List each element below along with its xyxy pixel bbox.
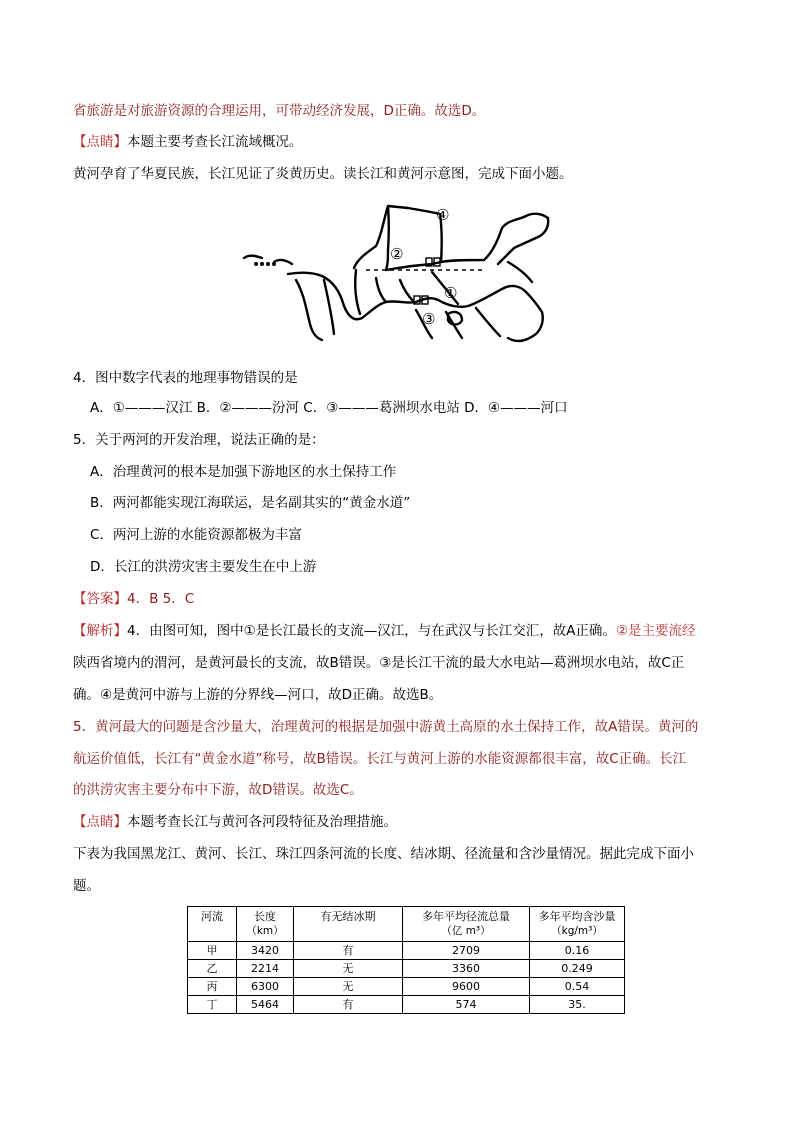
analysis-line-1: [73, 622, 696, 640]
table-intro-1: 下表为我国黑龙江、黄河、长江、珠江四条河流的长度、结冰期、径流量和含沙量情况。据此完成下面小: [73, 846, 694, 862]
cell: 丙: [188, 978, 237, 996]
header-ice: 有无结冰期: [294, 907, 403, 942]
cell: 6300: [237, 978, 294, 996]
point-note-2: [73, 813, 397, 831]
header-sediment: 多年平均含沙量 （kg/m³）: [530, 907, 625, 942]
intro-text: 黄河孕育了华夏民族，长江见证了炎黄历史。读长江和黄河示意图，完成下面小题。: [73, 166, 573, 182]
river-table: [187, 906, 625, 1014]
table-row: [188, 942, 625, 960]
table-row: [188, 960, 625, 978]
question-4-options: A．①———汉江 B．②———汾河 C．③———葛洲坝水电站 D．④———河口: [90, 400, 568, 416]
point-tag-2: 【点睛】: [73, 814, 127, 830]
map-label-1: ①: [444, 284, 458, 302]
cell: 丁: [188, 996, 237, 1014]
question-5-option-b: B．两河都能实现江海联运，是名副其实的“黄金水道”: [90, 495, 411, 511]
answer-line: [73, 590, 194, 608]
yellow-river-path: [354, 206, 548, 268]
analysis-tag: 【解析】: [73, 623, 127, 639]
cell: 0.249: [530, 960, 625, 978]
analysis-line-5: 航运价值低，长江有“黄金水道”称号，故B错误。长江与黄河上游的水能资源都很丰富，故C正确。长江: [73, 751, 687, 767]
question-5-option-a: A．治理黄河的根本是加强下游地区的水土保持工作: [90, 464, 397, 480]
table-row: [188, 978, 625, 996]
cell: 2214: [237, 960, 294, 978]
analysis-line-3: 确。④是黄河中游与上游的分界线—河口，故D正确。故选B。: [73, 687, 443, 703]
cell: 0.16: [530, 942, 625, 960]
cell: 35.: [530, 996, 625, 1014]
question-4: 4．图中数字代表的地理事物错误的是: [73, 370, 298, 386]
cell: 无: [294, 960, 403, 978]
analysis-line-4: 5．黄河最大的问题是含沙量大，治理黄河的根据是加强中游黄土高原的水土保持工作，故A错误。黄河的: [73, 719, 699, 735]
table-row: [188, 996, 625, 1014]
cell: 无: [294, 978, 403, 996]
cell: 有: [294, 942, 403, 960]
river-map: [236, 198, 554, 350]
map-label-3: ③: [422, 310, 436, 328]
point-tag: 【点睛】: [73, 134, 127, 150]
cell: 574: [403, 996, 530, 1014]
question-5-option-c: C．两河上游的水能资源都极为丰富: [90, 527, 302, 543]
prev-analysis-tail: 省旅游是对旅游资源的合理运用，可带动经济发展，D正确。故选D。: [73, 103, 486, 119]
analysis-text-1a: 4．由图可知，图中①是长江最长的支流—汉江，与在武汉与长江交汇，故A正确。: [127, 623, 616, 639]
header-runoff: 多年平均径流总量 （亿 m³）: [403, 907, 530, 942]
map-label-4: ④: [436, 206, 450, 224]
analysis-text-1b: ②是主要流经: [615, 623, 696, 639]
table-intro-2: 题。: [73, 878, 100, 894]
cell: 0.54: [530, 978, 625, 996]
yangtze-river-path: [288, 273, 543, 341]
header-length: 长度 （km）: [237, 907, 294, 942]
point-note-1: [73, 133, 303, 151]
analysis-line-6: 的洪涝灾害主要分布中下游，故D错误。故选C。: [73, 782, 363, 798]
question-5: 5．关于两河的开发治理，说法正确的是：: [73, 432, 325, 448]
table-header-row: [188, 907, 625, 942]
cell: 3360: [403, 960, 530, 978]
cell: 5464: [237, 996, 294, 1014]
cell: 9600: [403, 978, 530, 996]
cell: 甲: [188, 942, 237, 960]
header-river: 河流: [188, 907, 237, 942]
question-5-option-d: D．长江的洪涝灾害主要发生在中上游: [90, 559, 317, 575]
cell: 乙: [188, 960, 237, 978]
cell: 有: [294, 996, 403, 1014]
map-label-2: ②: [390, 245, 404, 263]
cell: 2709: [403, 942, 530, 960]
cell: 3420: [237, 942, 294, 960]
point-text-2: 本题考查长江与黄河各河段特征及治理措施。: [127, 814, 397, 830]
answer-tag: 【答案】: [73, 591, 127, 607]
answer-text: 4．B 5．C: [127, 591, 195, 607]
point-text: 本题主要考查长江流域概况。: [127, 134, 303, 150]
analysis-line-2: 陕西省境内的渭河，是黄河最长的支流，故B错误。③是长江干流的最大水电站—葛洲坝水电站，故C正: [73, 655, 685, 671]
